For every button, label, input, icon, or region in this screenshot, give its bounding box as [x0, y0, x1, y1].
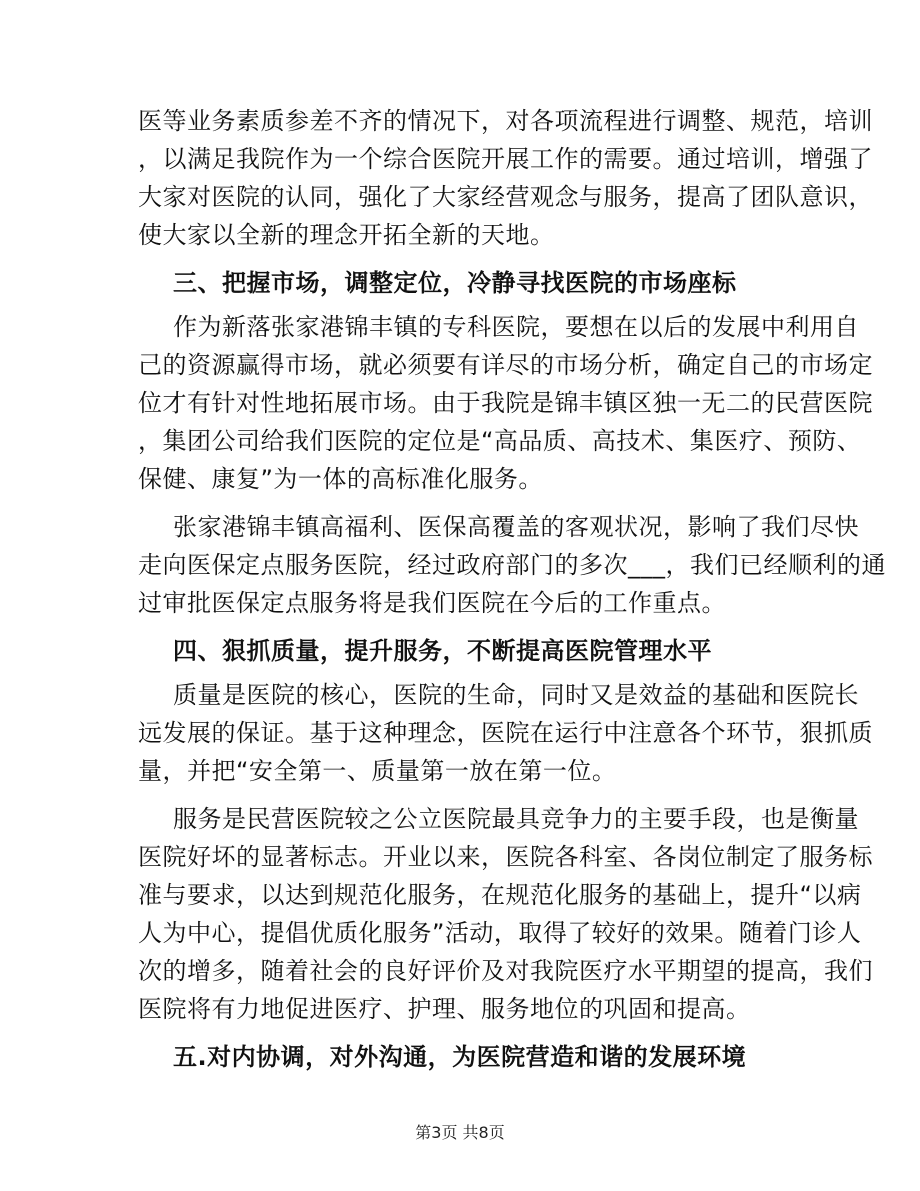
paragraph-training — [138, 102, 873, 254]
text-line: 服务是民营医院较之公立医院最具竞争力的主要手段，也是衡量 — [173, 805, 859, 833]
text-line: 医等业务素质参差不齐的情况下，对各项流程进行调整、规范，培训 — [138, 107, 873, 135]
text-line: 远发展的保证。基于这种理念，医院在运行中注意各个环节，狠抓质 — [138, 719, 873, 747]
text-line: ，集团公司给我们医院的定位是“高品质、高技术、集医疗、预防、 — [138, 427, 862, 455]
text-line: 量，并把“安全第一、质量第一放在第一位。 — [138, 757, 617, 785]
text-line: 过审批医保定点服务将是我们医院在今后的工作重点。 — [138, 589, 726, 617]
text-line: 次的增多，随着社会的良好评价及对我院医疗水平期望的提高，我们 — [138, 957, 873, 985]
text-line: ，以满足我院作为一个综合医院开展工作的需要。通过培训，增强了 — [138, 145, 873, 173]
paragraph-medical-insurance — [138, 508, 886, 622]
paragraph-market-positioning — [138, 308, 873, 498]
text-line: 医院将有力地促进医疗、护理、服务地位的巩固和提高。 — [138, 995, 751, 1023]
section-heading-3: 三、把握市场，调整定位，冷静寻找医院的市场座标 — [173, 269, 737, 297]
text-line: 使大家以全新的理念开拓全新的天地。 — [138, 221, 555, 249]
section-heading-5: 五.对内协调，对外沟通，为医院营造和谐的发展环境 — [173, 1043, 747, 1071]
text-line: 人为中心，提倡优质化服务”活动，取得了较好的效果。随着门诊人 — [138, 919, 862, 947]
text-line: 张家港锦丰镇高福利、医保高覆盖的客观状况，影响了我们尽快 — [173, 513, 859, 541]
page-number-footer: 第3页 共8页 — [415, 1123, 505, 1142]
document-body — [138, 102, 886, 1082]
text-line: 准与要求，以达到规范化服务，在规范化服务的基础上，提升“以病 — [138, 881, 862, 909]
text-line: 位才有针对性地拓展市场。由于我院是锦丰镇区独一无二的民营医院 — [138, 389, 873, 417]
text-line: 走向医保定点服务医院，经过政府部门的多次___，我们已经顺利的通 — [138, 551, 886, 579]
text-line: 作为新落张家港锦丰镇的专科医院，要想在以后的发展中利用自 — [173, 313, 859, 341]
text-line: 保健、康复”为一体的高标准化服务。 — [138, 465, 543, 493]
text-line: 医院好坏的显著标志。开业以来，医院各科室、各岗位制定了服务标 — [138, 843, 873, 871]
section-heading-4: 四、狠抓质量，提升服务，不断提高医院管理水平 — [173, 637, 712, 665]
text-line: 大家对医院的认同，强化了大家经营观念与服务，提高了团队意识， — [138, 183, 873, 211]
paragraph-service — [138, 800, 873, 1028]
text-line: 己的资源赢得市场，就必须要有详尽的市场分析，确定自己的市场定 — [138, 351, 873, 379]
text-line: 质量是医院的核心，医院的生命，同时又是效益的基础和医院长 — [173, 681, 859, 709]
paragraph-quality — [138, 676, 873, 790]
